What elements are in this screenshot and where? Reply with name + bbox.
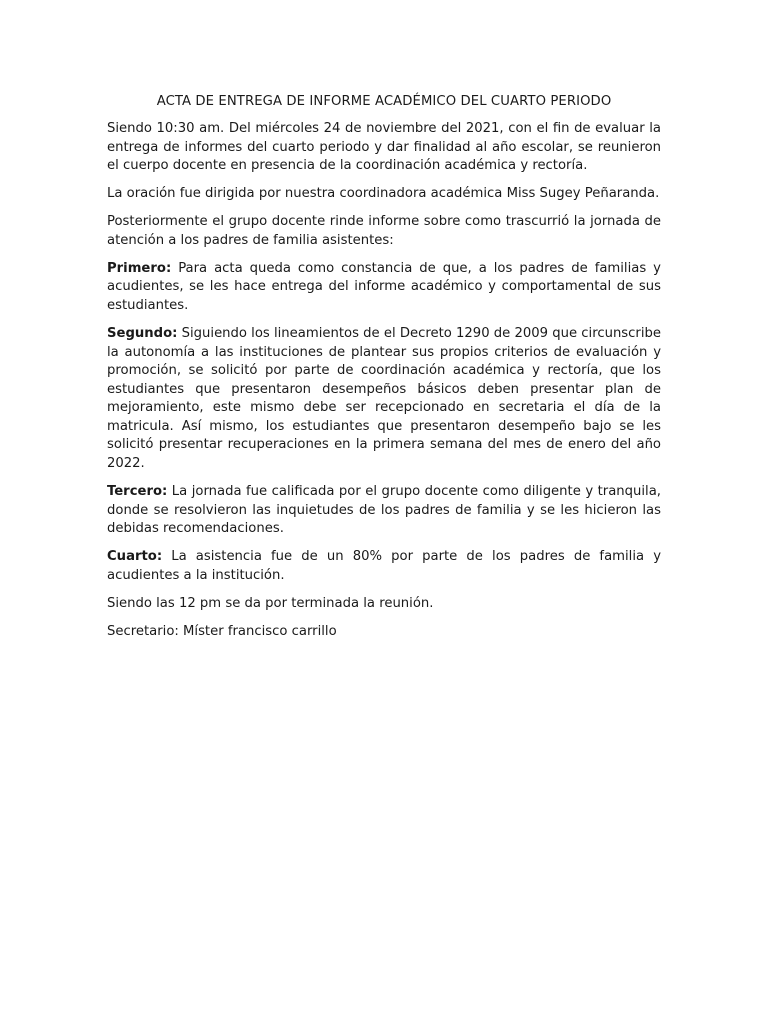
paragraph-text: La asistencia fue de un 80% por parte de los padres de familia y acudientes a la institución.: [107, 549, 661, 583]
paragraph-text: La jornada fue calificada por el grupo docente como diligente y tranquila, donde se resolvieron las inquietudes de los padres de familia y se les hicieron las debidas recomendaciones.: [107, 484, 661, 537]
third-point-paragraph: [107, 483, 661, 539]
paragraph-text: Siendo las 12 pm se da por terminada la reunión.: [107, 595, 434, 611]
second-point-paragraph: [107, 325, 661, 474]
paragraph-lead: Tercero:: [107, 484, 168, 500]
paragraph-text: Siendo 10:30 am. Del miércoles 24 de noviembre del 2021, con el fin de evaluar la entrega de informes del cuarto periodo y dar finalidad al año escolar, se reunieron el cuerpo docente en presencia de la coordinación académica y rectoría.: [107, 121, 661, 174]
paragraph-text: Posteriormente el grupo docente rinde informe sobre como trascurrió la jornada de atención a los padres de familia asistentes:: [107, 214, 661, 248]
report-paragraph: [107, 213, 661, 250]
first-point-paragraph: [107, 260, 661, 316]
paragraph-lead: Primero:: [107, 260, 172, 276]
paragraph-lead: Segundo:: [107, 325, 178, 341]
paragraph-text: Secretario: Míster francisco carrillo: [107, 623, 337, 639]
paragraph-text: Para acta queda como constancia de que, a los padres de familias y acudientes, se les hace entrega del informe académico y comportamental de sus estudiantes.: [107, 260, 661, 313]
document-page: [107, 92, 661, 651]
prayer-paragraph: [107, 185, 661, 204]
secretary-line: [107, 623, 661, 642]
closing-paragraph: [107, 595, 661, 614]
document-title: ACTA DE ENTREGA DE INFORME ACADÉMICO DEL CUARTO PERIODO: [156, 94, 612, 109]
intro-paragraph: [107, 120, 661, 176]
paragraph-text: La oración fue dirigida por nuestra coordinadora académica Miss Sugey Peñaranda.: [107, 186, 660, 202]
paragraph-text: Siguiendo los lineamientos de el Decreto 1290 de 2009 que circunscribe la autonomía a las instituciones de plantear sus propios criterios de evaluación y promoción, se solicitó por parte de coordinación académica y rectoría, que los estudiantes que presentaron desempeños básicos deben presentar plan de mejoramiento, este mismo debe ser recepcionado en secretaria el día de la matricula. Así mismo, los estudiantes que presentaron desempeño bajo se les solicitó presentar recuperaciones en la primera semana del mes de enero del año 2022.: [107, 325, 661, 472]
fourth-point-paragraph: [107, 548, 661, 585]
paragraph-lead: Cuarto:: [107, 549, 163, 565]
